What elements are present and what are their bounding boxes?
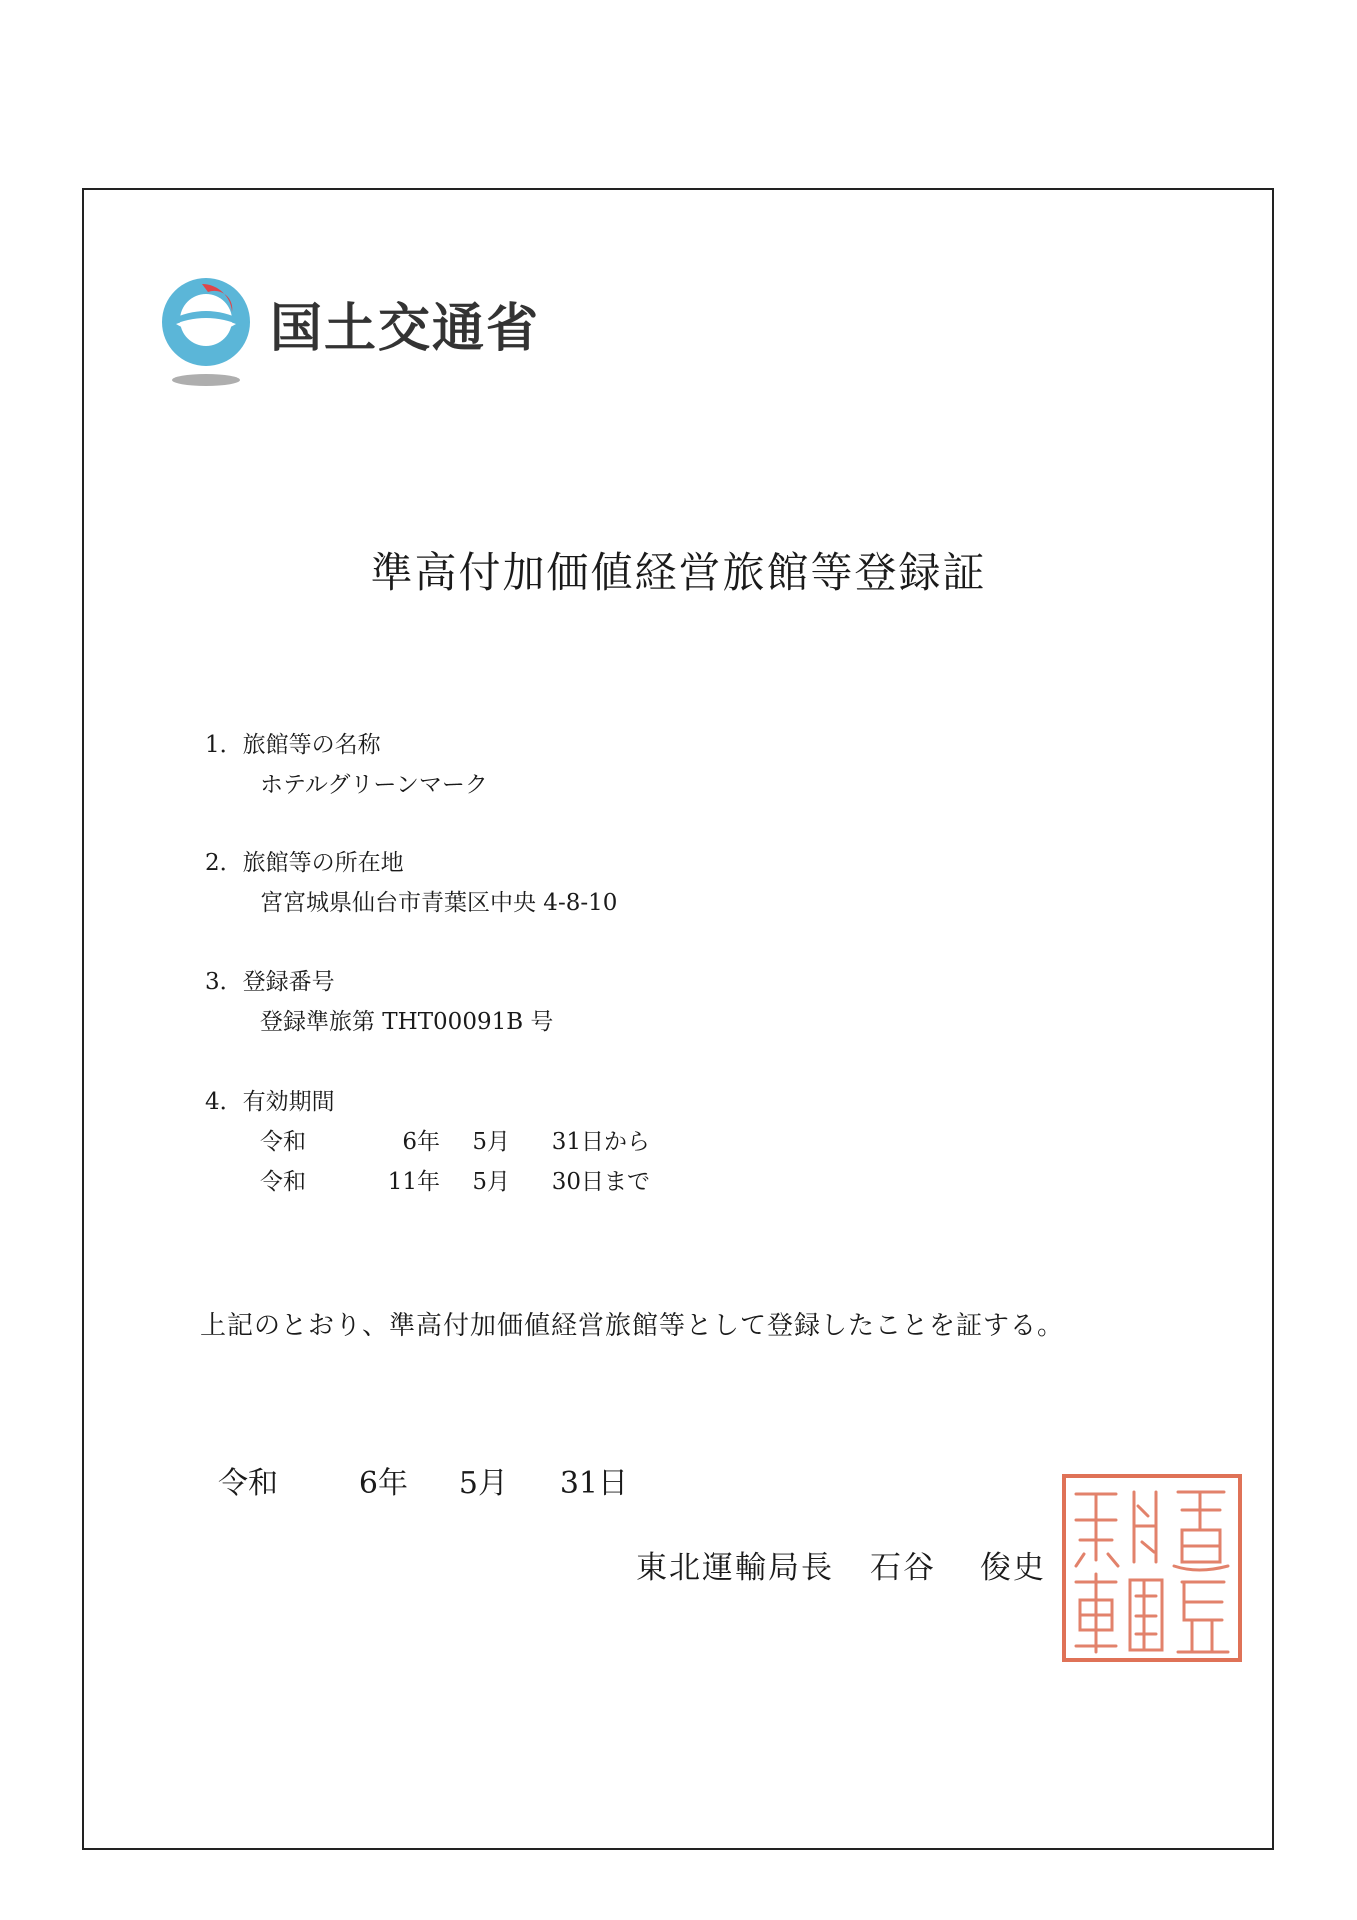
item-facility-name	[205, 725, 488, 805]
document-title: 準高付加価値経営旅館等登録証	[370, 548, 987, 597]
month: 5月	[458, 1466, 508, 1501]
item-value: ホテルグリーンマーク	[260, 772, 488, 798]
item-label: 1．旅館等の名称	[205, 732, 381, 758]
year: 6年	[358, 1466, 408, 1501]
official-seal-icon	[1058, 1470, 1246, 1666]
signatory-surname: 石谷	[870, 1550, 936, 1586]
mlit-logo	[156, 272, 540, 390]
item-label: 2．旅館等の所在地	[205, 850, 404, 876]
item-value: 登録準旅第 THT00091B 号	[260, 1009, 554, 1035]
certification-statement: 上記のとおり、準高付加価値経営旅館等として登録したことを証する。	[200, 1311, 1065, 1341]
signatory-title: 東北運輸局長	[636, 1550, 834, 1586]
validity-to	[205, 1162, 650, 1202]
signatory	[636, 1542, 1046, 1587]
item-value: 宮宮城県仙台市青葉区中央 4-8-10	[260, 890, 618, 916]
mlit-emblem-icon	[156, 272, 256, 390]
org-name: 国土交通省	[270, 298, 541, 359]
day: 31日から	[551, 1129, 650, 1155]
item-label: 3．登録番号	[205, 969, 335, 995]
day: 30日まで	[551, 1169, 650, 1195]
month: 5月	[472, 1129, 510, 1155]
month: 5月	[472, 1169, 510, 1195]
era: 令和	[260, 1169, 306, 1195]
item-validity-period	[205, 1082, 650, 1202]
validity-from	[205, 1122, 650, 1162]
era: 令和	[260, 1129, 306, 1155]
signatory-given-name: 俊史	[980, 1550, 1046, 1586]
item-facility-address	[205, 843, 617, 923]
issue-date	[218, 1458, 628, 1502]
day: 31日	[559, 1466, 628, 1501]
era: 令和	[218, 1466, 278, 1501]
year: 6年	[402, 1129, 440, 1155]
year: 11年	[387, 1169, 440, 1195]
item-registration-number	[205, 962, 553, 1042]
item-label: 4．有効期間	[205, 1089, 335, 1115]
